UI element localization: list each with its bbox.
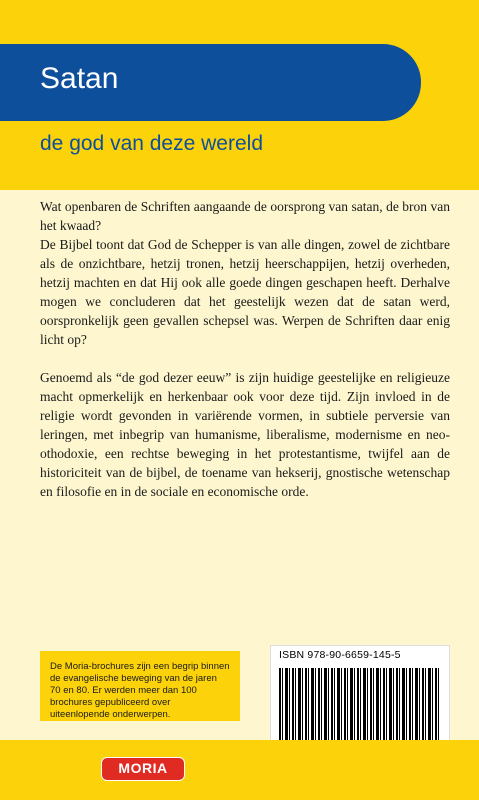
isbn-number: ISBN 978-90-6659-145-5 xyxy=(279,649,401,661)
publisher-logo-text: MORIA xyxy=(118,760,168,776)
blurb-paragraph-2: De Bijbel toont dat God de Schepper is van alle dingen, zowel de zichtbare als de onzichtbare, hetzij tronen, hetzij heerschappijen, hetzij overheden, hetzij machten en dat Hij ook alle goede dingen geschapen heeft. Derhalve mogen we concluderen dat het geestelijk wezen dat de satan werd, oorspronkelijk geen gevallen schepsel was. Werpen de Schriften daar enig licht op? xyxy=(40,237,450,347)
blurb-text xyxy=(40,197,450,501)
footer-band xyxy=(0,740,479,800)
publisher-logo xyxy=(101,757,185,781)
book-title: Satan xyxy=(40,62,119,95)
blurb-paragraph-3: Genoemd als “de god dezer eeuw” is zijn huidige geestelijke en religieuze macht opmerkelijk en herkenbaar ook voor deze tijd. Zijn invloed in de religie wordt gevonden in variërende vormen, in subtiele perversie van leringen, met inbegrip van humanisme, liberalisme, modernisme en neo-othodoxie, een rechtse beweging in het protestantisme, twijfel aan de historiciteit van de bijbel, de toename van hekserij, gnostische wetenschap en filosofie en in de sociale en economische orde. xyxy=(40,370,450,499)
book-subtitle: de god van deze wereld xyxy=(40,132,263,155)
barcode-bars xyxy=(279,668,439,746)
series-info-box xyxy=(40,651,240,721)
blurb-paragraph-1: Wat openbaren de Schriften aangaande de oorsprong van satan, de bron van het kwaad? xyxy=(40,199,450,233)
series-info-text: De Moria-brochures zijn een begrip binnen de evangelische beweging van de jaren 70 en 80. Er werden meer dan 100 brochures gepubliceerd over uiteenlopende onderwerpen. xyxy=(50,661,230,720)
